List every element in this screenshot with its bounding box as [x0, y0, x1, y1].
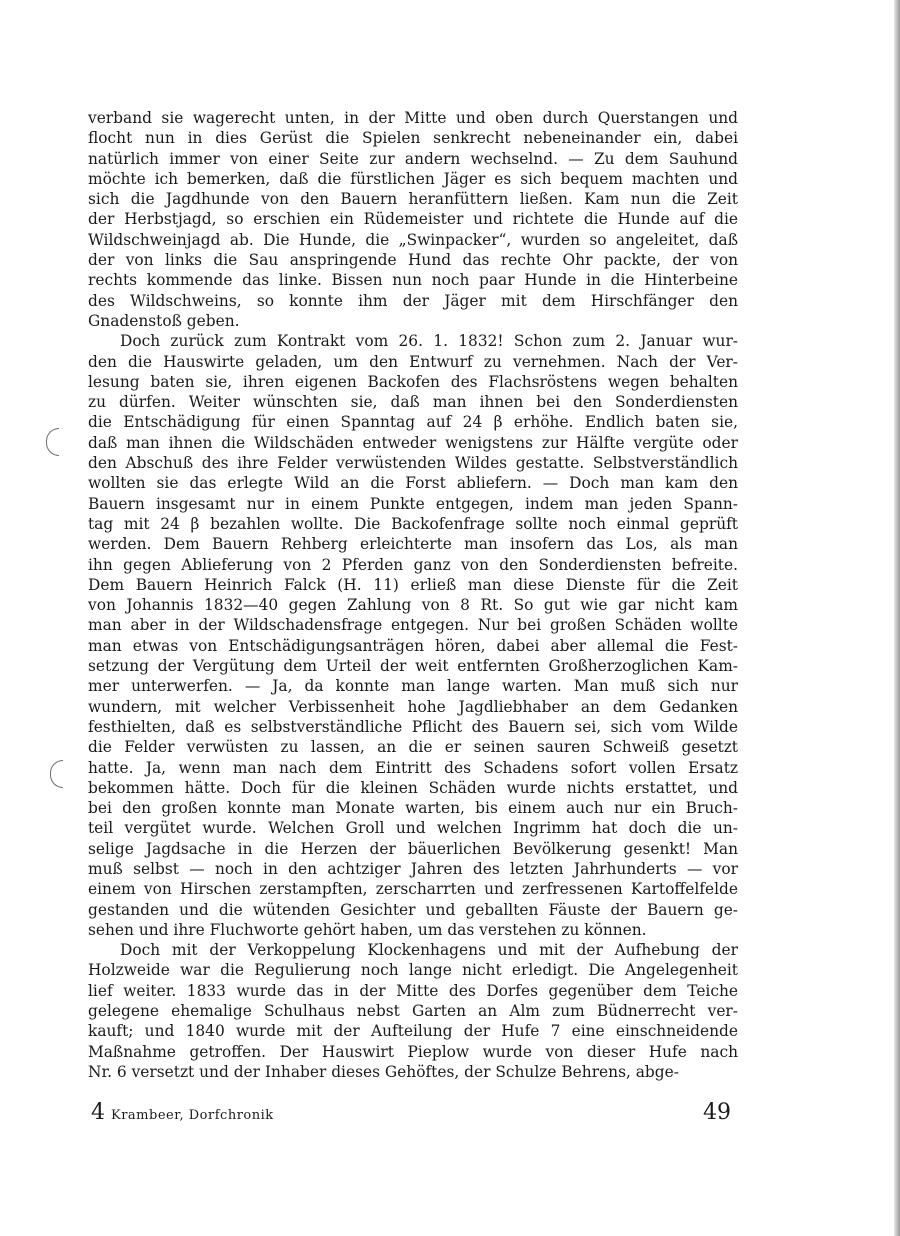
text-line: bei den großen konnte man Monate warten, bis einem auch nur ein Bruch- — [88, 799, 738, 818]
text-line: die Felder verwüsten zu lassen, an die er seinen sauren Schweiß gesetzt — [88, 738, 738, 757]
text-line: die Entschädigung für einen Spanntag auf 24 β erhöhe. Endlich baten sie, — [88, 413, 738, 432]
text-line: sich die Jagdhunde von den Bauern heranfüttern ließen. Kam nun die Zeit — [88, 190, 738, 209]
signature-title: Krambeer, Dorfchronik — [111, 1108, 274, 1123]
text-line: sehen und ihre Fluchworte gehört haben, um das verstehen zu können. — [88, 920, 647, 939]
text-line: gelegene ehemalige Schulhaus nebst Garten an Alm zum Büdnerrecht ver- — [88, 1002, 738, 1021]
text-line: flocht nun in dies Gerüst die Spielen senkrecht nebeneinander ein, dabei — [88, 129, 738, 148]
body-text — [88, 108, 738, 1082]
text-line: möchte ich bemerken, daß die fürstlichen Jäger es sich bequem machten und — [88, 169, 738, 188]
page-number: 49 — [703, 1100, 731, 1125]
signature-line — [91, 1098, 274, 1131]
text-line: einem von Hirschen zerstampften, zerscharrten und zerfressenen Kartoffelfelde — [88, 880, 738, 899]
text-line: tag mit 24 β bezahlen wollte. Die Backofenfrage sollte noch einmal geprüft — [88, 514, 738, 533]
text-line: festhielten, daß es selbstverständliche Pflicht des Bauern sei, sich vom Wilde — [88, 717, 738, 736]
text-line: der von links die Sau anspringende Hund das rechte Ohr packte, der von — [88, 251, 738, 270]
page-edge-shadow — [894, 0, 900, 1236]
text-line: wollten sie das erlegte Wild an die Forst abliefern. — Doch man kam den — [88, 474, 738, 493]
paragraph — [88, 108, 738, 331]
text-line: Doch mit der Verkoppelung Klockenhagens und mit der Aufhebung der — [120, 941, 738, 960]
text-line: muß selbst — noch in den achtziger Jahren des letzten Jahrhunderts — vor — [88, 859, 738, 878]
text-line: verband sie wagerecht unten, in der Mitte und oben durch Querstangen und — [88, 109, 738, 127]
text-line: des Wildschweins, so konnte ihm der Jäger mit dem Hirschfänger den — [88, 291, 738, 310]
text-line: daß man ihnen die Wildschäden entweder wenigstens zur Hälfte vergüte oder — [88, 433, 738, 452]
text-line: Doch zurück zum Kontrakt vom 26. 1. 1832! Schon zum 2. Januar wur- — [120, 332, 738, 351]
text-line: lief weiter. 1833 wurde das in der Mitte des Dorfes gegenüber dem Teiche — [88, 981, 738, 1000]
text-line: lesung baten sie, ihren eigenen Backofen des Flachsröstens wegen behalten — [88, 372, 738, 391]
margin-punch-mark — [46, 428, 59, 456]
signature-number: 4 — [91, 1100, 105, 1125]
text-line: Wildschweinjagd ab. Die Hunde, die „Swinpacker“, wurden so angeleitet, daß — [88, 230, 738, 249]
text-line: Bauern insgesamt nur in einem Punkte entgegen, indem man jeden Spann- — [88, 494, 738, 513]
text-line: kauft; und 1840 wurde mit der Aufteilung der Hufe 7 eine einschneidende — [88, 1022, 738, 1041]
text-line: von Johannis 1832—40 gegen Zahlung von 8 Rt. So gut wie gar nicht kam — [88, 596, 738, 615]
text-line: werden. Dem Bauern Rehberg erleichterte man insofern das Los, als man — [88, 535, 738, 554]
text-line: setzung der Vergütung dem Urteil der weit entfernten Großherzoglichen Kam- — [88, 657, 738, 676]
text-line: selige Jagdsache in die Herzen der bäuerlichen Bevölkerung gesenkt! Man — [88, 839, 738, 858]
text-line: rechts kommende das linke. Bissen nun noch paar Hunde in die Hinterbeine — [88, 271, 738, 290]
text-line: man aber in der Wildschadensfrage entgegen. Nur bei großen Schäden wollte — [88, 616, 738, 635]
text-line: teil vergütet wurde. Welchen Groll und welchen Ingrimm hat doch die un- — [88, 819, 738, 838]
text-line: mer unterwerfen. — Ja, da konnte man lange warten. Man muß sich nur — [88, 677, 738, 696]
text-line: natürlich immer von einer Seite zur andern wechselnd. — Zu dem Sauhund — [88, 149, 738, 168]
text-line: Gnadenstoß geben. — [88, 311, 240, 330]
paragraph — [88, 940, 738, 1082]
text-line: Dem Bauern Heinrich Falck (H. 11) erließ man diese Dienste für die Zeit — [88, 575, 738, 594]
text-line: Nr. 6 versetzt und der Inhaber dieses Gehöftes, der Schulze Behrens, abge- — [88, 1062, 679, 1081]
text-line: ihn gegen Ablieferung von 2 Pferden ganz von den Sonderdiensten befreite. — [88, 555, 738, 574]
text-line: den die Hauswirte geladen, um den Entwurf zu vernehmen. Nach der Ver- — [88, 352, 738, 371]
text-line: wundern, mit welcher Verbissenheit hohe Jagdliebhaber an dem Gedanken — [88, 697, 738, 716]
paragraph — [88, 331, 738, 940]
text-line: zu dürfen. Weiter wünschten sie, daß man ihnen bei den Sonderdiensten — [88, 393, 738, 412]
text-line: der Herbstjagd, so erschien ein Rüdemeister und richtete die Hunde auf die — [88, 210, 738, 229]
text-line: den Abschuß des ihre Felder verwüstenden Wildes gestatte. Selbstverständlich — [88, 454, 738, 473]
text-line: gestanden und die wütenden Gesichter und geballten Fäuste der Bauern ge- — [88, 900, 738, 919]
text-line: hatte. Ja, wenn man nach dem Eintritt des Schadens sofort vollen Ersatz — [88, 758, 738, 777]
text-line: Maßnahme getroffen. Der Hauswirt Pieplow wurde von dieser Hufe nach — [88, 1042, 738, 1061]
text-line: Holzweide war die Regulierung noch lange nicht erledigt. Die Angelegenheit — [88, 961, 738, 980]
text-line: bekommen hätte. Doch für die kleinen Schäden wurde nichts erstattet, und — [88, 778, 738, 797]
margin-punch-mark — [50, 760, 63, 788]
text-line: man etwas von Entschädigungsanträgen hören, dabei aber allemal die Fest- — [88, 636, 738, 655]
